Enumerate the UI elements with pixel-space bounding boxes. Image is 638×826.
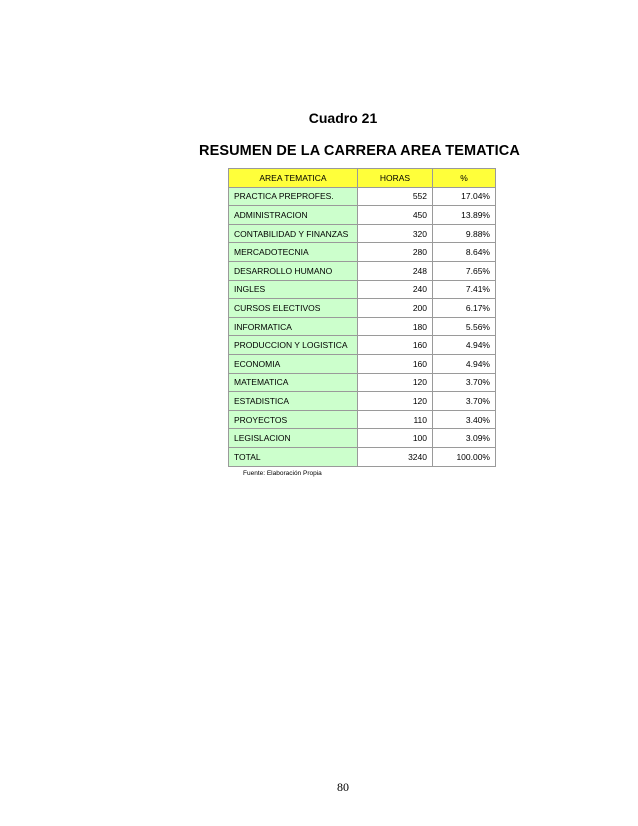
row-area: INGLES [229,280,358,299]
row-area: ADMINISTRACION [229,206,358,225]
row-percent: 9.88% [433,224,496,243]
row-horas: 552 [358,187,433,206]
row-percent: 4.94% [433,336,496,355]
table-row [229,410,496,429]
row-percent: 7.65% [433,261,496,280]
row-percent: 3.70% [433,392,496,411]
table-row [229,187,496,206]
row-percent: 8.64% [433,243,496,262]
row-percent: 6.17% [433,299,496,318]
table-row [229,243,496,262]
row-horas: 320 [358,224,433,243]
row-area: ESTADISTICA [229,392,358,411]
row-percent: 4.94% [433,354,496,373]
table-row [229,354,496,373]
row-horas: 120 [358,392,433,411]
table-row [229,299,496,318]
row-horas: 248 [358,261,433,280]
table-row [229,317,496,336]
total-label: TOTAL [229,447,358,466]
row-horas: 240 [358,280,433,299]
page-title: RESUMEN DE LA CARRERA AREA TEMATICA [199,143,520,159]
row-area: LEGISLACION [229,429,358,448]
row-horas: 100 [358,429,433,448]
row-percent: 3.70% [433,373,496,392]
row-percent: 7.41% [433,280,496,299]
table-header-row [229,169,496,188]
table-row [229,206,496,225]
row-horas: 120 [358,373,433,392]
row-area: CURSOS ELECTIVOS [229,299,358,318]
row-area: INFORMATICA [229,317,358,336]
source-note: Fuente: Elaboración Propia [243,470,322,477]
table-row [229,261,496,280]
row-horas: 160 [358,336,433,355]
row-area: MATEMATICA [229,373,358,392]
row-percent: 5.56% [433,317,496,336]
row-horas: 280 [358,243,433,262]
table-total-row [229,447,496,466]
table-row [229,336,496,355]
summary-table [228,168,496,467]
table-row [229,224,496,243]
row-horas: 160 [358,354,433,373]
row-percent: 3.09% [433,429,496,448]
total-percent: 100.00% [433,447,496,466]
table-row [229,280,496,299]
row-area: DESARROLLO HUMANO [229,261,358,280]
row-area: PRACTICA PREPROFES. [229,187,358,206]
row-horas: 180 [358,317,433,336]
row-horas: 110 [358,410,433,429]
row-percent: 13.89% [433,206,496,225]
table-row [229,373,496,392]
row-area: PRODUCCION Y LOGISTICA [229,336,358,355]
table-row [229,429,496,448]
row-horas: 200 [358,299,433,318]
header-area: AREA TEMATICA [229,169,358,188]
table-row [229,392,496,411]
header-percent: % [433,169,496,188]
page-number: 80 [337,780,349,794]
row-area: ECONOMIA [229,354,358,373]
row-area: PROYECTOS [229,410,358,429]
row-area: CONTABILIDAD Y FINANZAS [229,224,358,243]
row-percent: 17.04% [433,187,496,206]
header-horas: HORAS [358,169,433,188]
table-caption: Cuadro 21 [308,110,378,126]
total-horas: 3240 [358,447,433,466]
row-percent: 3.40% [433,410,496,429]
row-area: MERCADOTECNIA [229,243,358,262]
row-horas: 450 [358,206,433,225]
